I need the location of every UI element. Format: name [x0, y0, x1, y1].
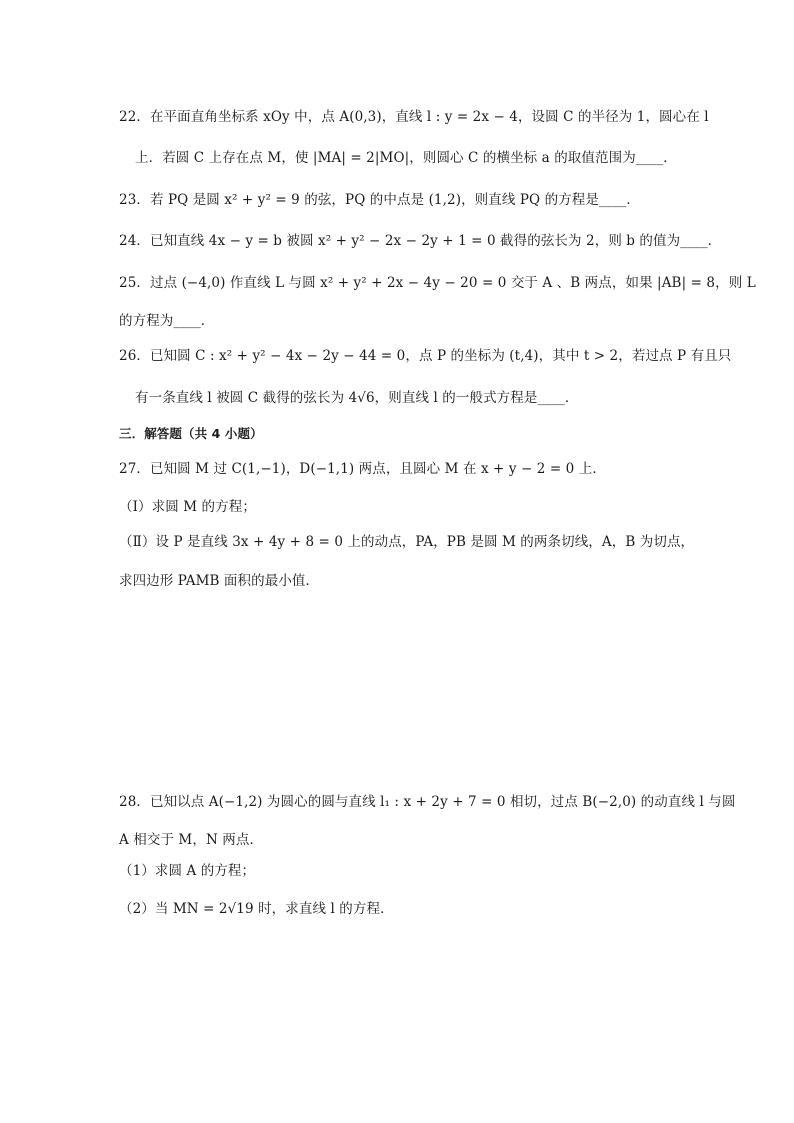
q25-line2: 的方程为____． [119, 313, 215, 329]
q28-part2: （2）当 MN = 2√19 时，求直线 l 的方程． [119, 901, 394, 917]
section-3-title: 三．解答题（共 4 小题） [119, 426, 263, 441]
q27-part1: （Ⅰ）求圆 M 的方程； [119, 499, 256, 515]
q22-line2: 上．若圆 C 上存在点 M，使 |MA| = 2|MO|，则圆心 C 的横坐标 a 的取值范围为____． [135, 150, 677, 166]
q27-part2: （Ⅱ）设 P 是直线 3x + 4y + 8 = 0 上的动点，PA，PB 是圆 M 的两条切线，A，B 为切点， [119, 534, 695, 550]
q26-line1: 26．已知圆 C : x² + y² − 4x − 2y − 44 = 0，点 P 的坐标为 (t,4)，其中 t > 2，若过点 P 有且只 [119, 348, 732, 364]
q28-line1: 28．已知以点 A(−1,2) 为圆心的圆与直线 l₁ : x + 2y + 7 = 0 相切，过点 B(−2,0) 的动直线 l 与圆 [119, 794, 736, 810]
q22-line1: 22．在平面直角坐标系 xOy 中，点 A(0,3)，直线 l : y = 2x − 4，设圆 C 的半径为 1，圆心在 l [119, 109, 709, 125]
q27-line1: 27．已知圆 M 过 C(1,−1)，D(−1,1) 两点，且圆心 M 在 x + y − 2 = 0 上． [119, 461, 606, 477]
q26-line2: 有一条直线 l 被圆 C 截得的弦长为 4√6，则直线 l 的一般式方程是____． [135, 390, 579, 406]
q28-part1: （1）求圆 A 的方程； [119, 863, 256, 879]
q23-line1: 23．若 PQ 是圆 x² + y² = 9 的弦，PQ 的中点是 (1,2)，则直线 PQ 的方程是____． [119, 192, 641, 208]
q25-line1: 25．过点 (−4,0) 作直线 L 与圆 x² + y² + 2x − 4y − 20 = 0 交于 A 、B 两点，如果 |AB| = 8，则 L [119, 275, 756, 291]
q28-line2: A 相交于 M，N 两点． [119, 832, 264, 848]
q24-line1: 24．已知直线 4x − y = b 被圆 x² + y² − 2x − 2y + 1 = 0 截得的弦长为 2，则 b 的值为____． [119, 233, 722, 249]
q27-part2b: 求四边形 PAMB 面积的最小值． [119, 573, 320, 589]
